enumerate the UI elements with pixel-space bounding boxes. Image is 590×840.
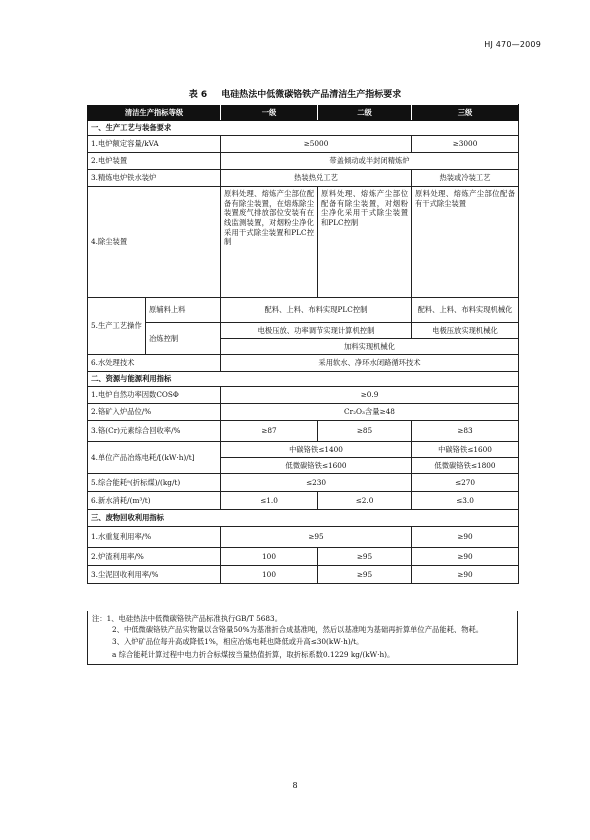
table-row — [88, 442, 519, 458]
section-row — [88, 372, 519, 387]
table-title: 电硅热法中低微碳铬铁产品清洁生产指标要求 — [221, 90, 402, 100]
page-number: 8 — [292, 781, 298, 790]
cell-value: ≥85 — [318, 421, 412, 442]
cell-value: ≥5000 — [221, 136, 412, 153]
row-label: 6.水处理技术 — [88, 355, 221, 372]
table-header-row — [88, 105, 519, 121]
cell-value: ≥95 — [318, 548, 412, 566]
cell-value: 低微碳铬铁≤1800 — [412, 458, 519, 474]
cell-value: 电极压放、功率调节实现计算机控制 — [221, 323, 412, 339]
row-label: 4.单位产品冶炼电耗/[(kW·h)/t] — [88, 442, 221, 474]
table-row — [88, 323, 519, 339]
section-row — [88, 121, 519, 136]
footnote-a: a 综合能耗计算过程中电力折合标煤按当量热值折算，取折标系数0.1229 kg/(kW·h)。 — [112, 649, 395, 659]
cell-value: 电极压放实现机械化 — [412, 323, 519, 339]
cell-value: 低微碳铬铁≤1600 — [221, 458, 412, 474]
table-row — [88, 187, 519, 298]
table-row — [88, 355, 519, 372]
notes-block — [87, 611, 518, 647]
cell-value: 原料处理、熔炼产尘部位配备有除尘装置，在熔炼除尘装置废气排放部位安装有在线监测装置，对烟粉尘净化采用干式除尘装置和PLC控制 — [221, 187, 318, 298]
cell-value: ≥95 — [221, 527, 412, 548]
cell-value: 加料实现机械化 — [221, 339, 519, 355]
table-row — [88, 387, 519, 404]
note-2: 2、中低微碳铬铁产品实物量以含铬量50%为基准折合成基准吨，然后以基准吨为基础再折算单位产品能耗、物耗。 — [112, 625, 484, 635]
cell-value: 原料处理、熔炼产尘部位配备有干式除尘装置 — [412, 187, 519, 298]
section-title: 二、资源与能源利用指标 — [88, 372, 519, 387]
table-row — [88, 170, 519, 187]
section-row — [88, 510, 519, 527]
cell-value: ≥90 — [412, 527, 519, 548]
cell-value: 原料处理、熔炼产尘部位配备有除尘装置，对烟粉尘净化采用干式除尘装置和PLC控制 — [318, 187, 412, 298]
table-notes — [87, 611, 518, 665]
row-label: 2.铬矿入炉品位/% — [88, 404, 221, 421]
cell-value: ≤1.0 — [221, 492, 318, 510]
cell-value: ≥83 — [412, 421, 519, 442]
header-level-1: 一级 — [221, 105, 318, 121]
cell-value: ≤2.0 — [318, 492, 412, 510]
table-caption — [0, 87, 590, 100]
table-row — [88, 474, 519, 492]
row-label: 1.水重复利用率/% — [88, 527, 221, 548]
cell-value: ≤230 — [221, 474, 412, 492]
row-label: 3.精炼电炉铁水装炉 — [88, 170, 221, 187]
cell-value: ≤270 — [412, 474, 519, 492]
header-level-2: 二级 — [318, 105, 412, 121]
table-row — [88, 492, 519, 510]
section-title: 三、废物回收利用指标 — [88, 510, 519, 527]
cell-value: ≥95 — [318, 566, 412, 584]
note-1: 注：1、电硅热法中低微碳铬铁产品标准执行GB/T 5683。 — [92, 614, 282, 623]
footnote-a-box — [87, 647, 518, 665]
row-label: 3.铬(Cr)元素综合回收率/% — [88, 421, 221, 442]
row-label: 2.炉渣利用率/% — [88, 548, 221, 566]
cell-value: 中碳铬铁≤1400 — [221, 442, 412, 458]
cell-value: 配料、上料、布料实现PLC控制 — [221, 298, 412, 323]
table-number: 表 6 — [188, 90, 208, 100]
table-row — [88, 548, 519, 566]
cell-value: 热装或冷装工艺 — [412, 170, 519, 187]
table-row — [88, 566, 519, 584]
table-row — [88, 153, 519, 170]
header-level-3: 三级 — [412, 105, 519, 121]
row-label: 2.电炉装置 — [88, 153, 221, 170]
standard-code: HJ 470—2009 — [484, 40, 541, 49]
cell-value: 热装热兑工艺 — [221, 170, 412, 187]
header-indicator-level: 清洁生产指标等级 — [88, 105, 221, 121]
table-row — [88, 404, 519, 421]
cell-value: ≥90 — [412, 548, 519, 566]
cell-value: ≥0.9 — [221, 387, 519, 404]
note-3: 3、入炉矿品位每升高或降低1%，相应冶炼电耗也降低或升高≤30(kW·h)/t。 — [112, 636, 364, 646]
row-label: 5.综合能耗ᵃ(折标煤)/(kg/t) — [88, 474, 221, 492]
row-label: 6.新水消耗/(m³/t) — [88, 492, 221, 510]
cell-value: ≥3000 — [412, 136, 519, 153]
cell-value: 采用软水、净环水闭路循环技术 — [221, 355, 519, 372]
cell-value: 中碳铬铁≤1600 — [412, 442, 519, 458]
table-row — [88, 298, 519, 323]
cell-value: ≤3.0 — [412, 492, 519, 510]
row-label: 4.除尘装置 — [88, 187, 221, 298]
cell-value: 配料、上料、布料实现机械化 — [412, 298, 519, 323]
row-label: 1.电炉自然功率因数COSΦ — [88, 387, 221, 404]
row-label: 1.电炉额定容量/kVA — [88, 136, 221, 153]
cell-value: 带盖倾动或半封闭精炼炉 — [221, 153, 519, 170]
table-row — [88, 527, 519, 548]
indicator-table — [87, 104, 519, 584]
cell-value: 100 — [221, 566, 318, 584]
section-title: 一、生产工艺与装备要求 — [88, 121, 519, 136]
cell-value: 100 — [221, 548, 318, 566]
row-label: 3.尘泥回收利用率/% — [88, 566, 221, 584]
cell-value: ≥87 — [221, 421, 318, 442]
cell-value: Cr₂O₃含量≥48 — [221, 404, 519, 421]
cell-value: ≥90 — [412, 566, 519, 584]
row-label: 5.生产工艺操作 — [88, 298, 146, 355]
sub-row-label: 原辅料上料 — [146, 298, 221, 323]
sub-row-label: 冶炼控制 — [146, 323, 221, 355]
table-row — [88, 136, 519, 153]
table-row — [88, 421, 519, 442]
